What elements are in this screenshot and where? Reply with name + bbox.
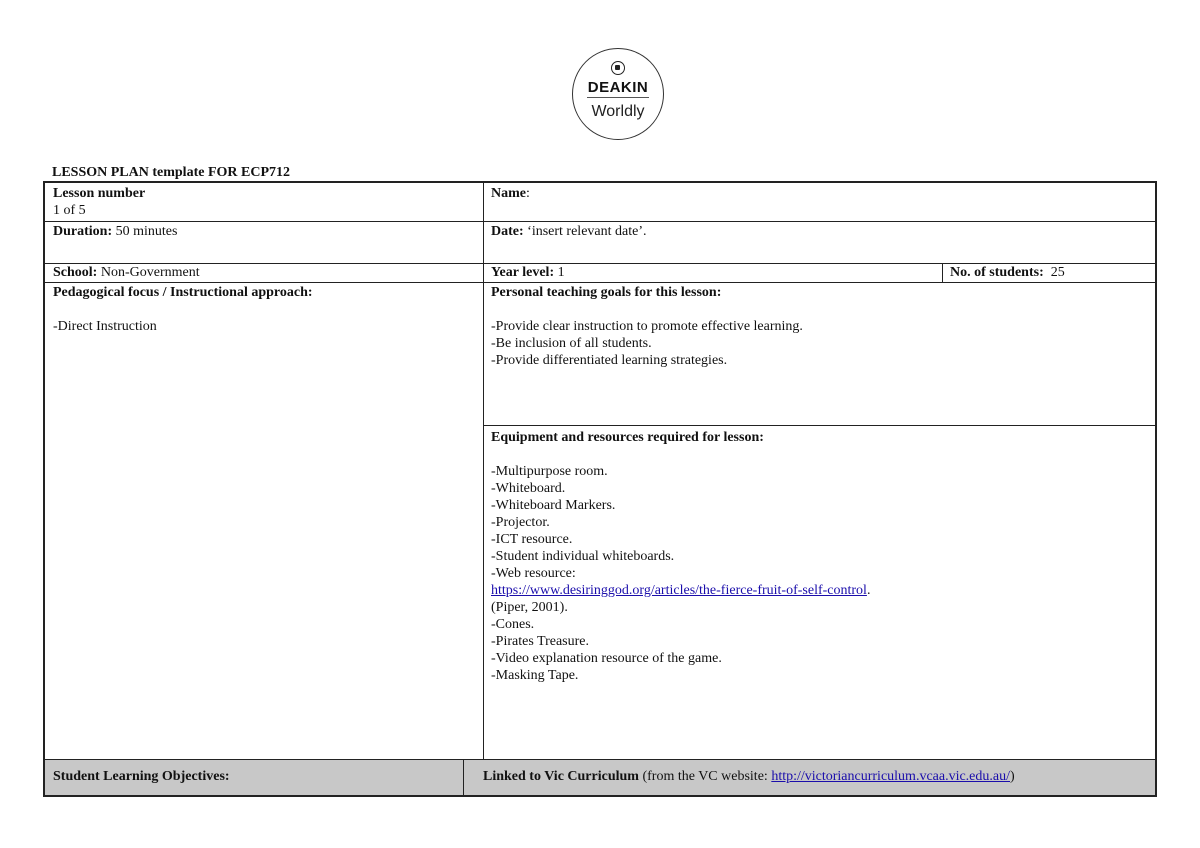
equipment-cell xyxy=(483,425,1155,686)
equipment-item: -Whiteboard Markers. xyxy=(491,498,616,513)
goal-item: -Provide clear instruction to promote effective learning. xyxy=(491,319,803,334)
equipment-item: -Pirates Treasure. xyxy=(491,634,589,649)
objectives-label: Student Learning Objectives: xyxy=(53,769,230,784)
date-value: ‘insert relevant date’. xyxy=(523,224,647,239)
students-cell xyxy=(942,263,1155,283)
crest-icon xyxy=(611,61,625,75)
goal-item: -Be inclusion of all students. xyxy=(491,336,652,351)
school-label: School: xyxy=(53,265,98,280)
pedagogy-cell xyxy=(45,282,483,337)
equipment-item: -Whiteboard. xyxy=(491,481,566,496)
duration-value: 50 minutes xyxy=(112,224,178,239)
spacer xyxy=(491,301,1147,318)
logo-divider xyxy=(587,97,649,101)
students-value: 25 xyxy=(1043,265,1065,280)
equipment-item: (Piper, 2001). xyxy=(491,600,568,615)
year-level-label: Year level: xyxy=(491,265,555,280)
objectives-cell xyxy=(45,759,463,787)
name-cell xyxy=(483,183,1155,204)
date-label: Date: xyxy=(491,224,524,239)
deakin-worldly-logo xyxy=(572,48,664,140)
students-label: No. of students: xyxy=(950,265,1044,280)
date-cell xyxy=(483,221,1155,242)
lesson-number-cell xyxy=(45,183,483,221)
equipment-item: -Masking Tape. xyxy=(491,668,579,683)
pedagogy-label: Pedagogical focus / Instructional approach: xyxy=(53,285,313,300)
spacer xyxy=(491,446,1147,463)
school-cell xyxy=(45,263,483,283)
web-resource-link[interactable]: https://www.desiringgod.org/articles/the-fierce-fruit-of-self-control xyxy=(491,583,867,598)
curriculum-close: ) xyxy=(1010,769,1015,784)
pedagogy-item: -Direct Instruction xyxy=(53,319,157,334)
goals-label: Personal teaching goals for this lesson: xyxy=(491,285,722,300)
equipment-item: -Projector. xyxy=(491,515,550,530)
curriculum-label: Linked to Vic Curriculum xyxy=(483,769,639,784)
year-level-value: 1 xyxy=(554,265,565,280)
goal-item: -Provide differentiated learning strategies. xyxy=(491,353,728,368)
curriculum-text: (from the VC website: xyxy=(638,769,772,784)
goals-cell xyxy=(483,282,1155,371)
equipment-item: -Cones. xyxy=(491,617,535,632)
equipment-item: -ICT resource. xyxy=(491,532,573,547)
curriculum-cell xyxy=(463,759,1155,787)
name-label: Name xyxy=(491,186,526,201)
equipment-item: -Video explanation resource of the game. xyxy=(491,651,722,666)
logo-wordmark: DEAKIN xyxy=(587,79,649,96)
lesson-number-label: Lesson number xyxy=(53,186,146,201)
document-title: LESSON PLAN template FOR ECP712 xyxy=(52,165,290,180)
equipment-item: -Student individual whiteboards. xyxy=(491,549,675,564)
web-resource-suffix: . xyxy=(866,583,871,598)
web-resource-line xyxy=(491,582,1147,599)
curriculum-link[interactable]: http://victoriancurriculum.vcaa.vic.edu.au/ xyxy=(771,769,1011,784)
duration-label: Duration: xyxy=(53,224,113,239)
lesson-number-value: 1 of 5 xyxy=(53,203,86,218)
equipment-item: -Web resource: xyxy=(491,566,576,581)
equipment-label: Equipment and resources required for lesson: xyxy=(491,430,764,445)
equipment-item: -Multipurpose room. xyxy=(491,464,608,479)
year-level-cell xyxy=(483,263,942,283)
logo-tagline: Worldly xyxy=(591,103,645,120)
school-value: Non-Government xyxy=(97,265,200,280)
lesson-plan-table xyxy=(43,181,1157,797)
duration-cell xyxy=(45,221,483,242)
name-value: : xyxy=(526,186,530,201)
spacer xyxy=(53,301,475,318)
